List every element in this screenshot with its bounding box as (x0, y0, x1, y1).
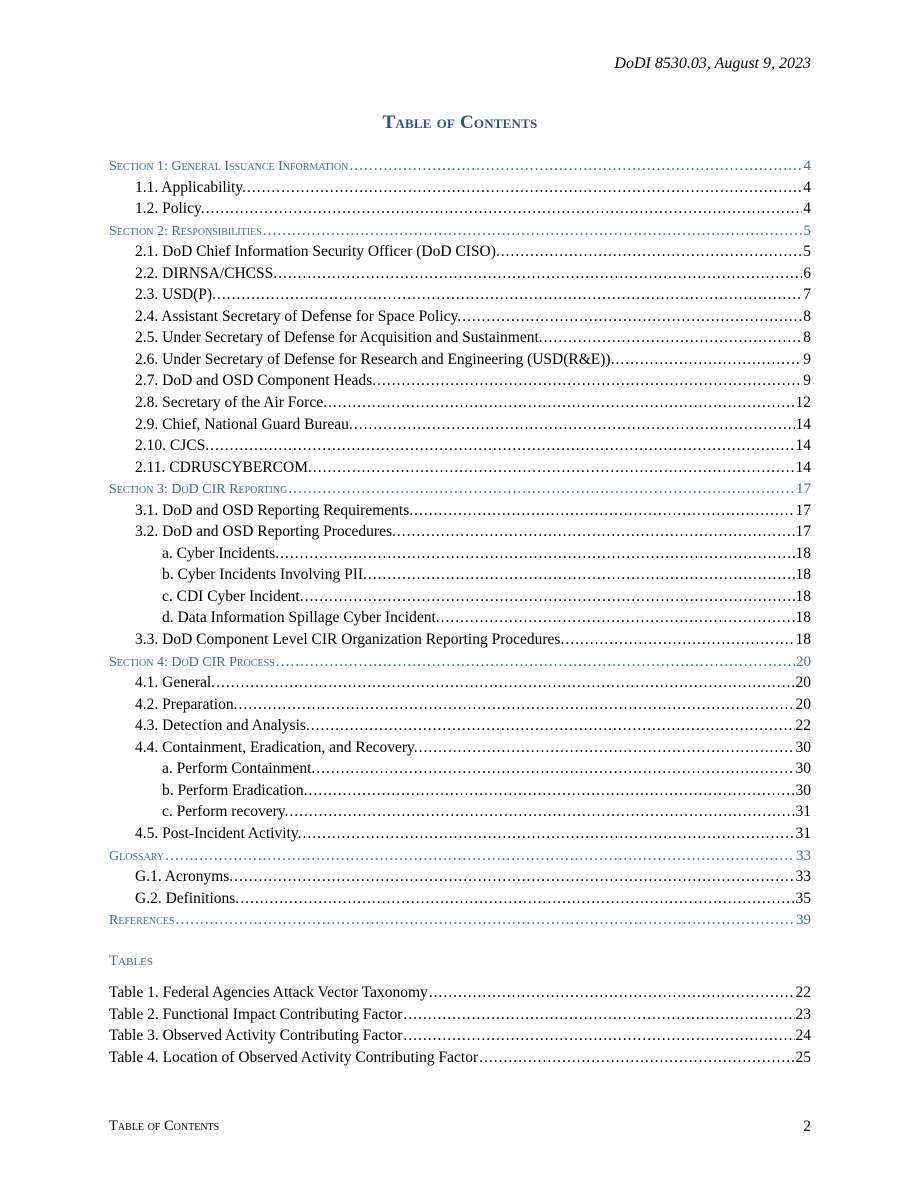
dot-leader (397, 521, 795, 543)
dot-leader (368, 564, 795, 586)
toc-subsection-link[interactable] (109, 370, 811, 392)
footer-section-label: Table of Contents (109, 1118, 220, 1134)
footer-page-number: 2 (803, 1118, 811, 1135)
toc-subsection-link[interactable] (109, 500, 811, 522)
toc-entry-page: 8 (803, 307, 811, 325)
toc-item-link[interactable] (109, 586, 811, 608)
toc-entry-label: 2.8. Secretary of the Air Force. (135, 394, 327, 412)
toc-entry-page: 6 (803, 264, 811, 282)
toc-entry-label: Table 4. Location of Observed Activity Contributing Factor (109, 1048, 479, 1066)
toc-table-link[interactable] (109, 1047, 811, 1069)
dot-leader (280, 543, 794, 565)
toc-entry-label: 4.2. Preparation. (135, 695, 238, 713)
toc-entry-page: 20 (796, 653, 811, 670)
toc-table-link[interactable] (109, 1025, 811, 1047)
toc-entry-page: 18 (795, 544, 811, 562)
toc-entry-label: Glossary (109, 848, 165, 864)
toc-entry-page: 7 (803, 286, 811, 304)
toc-entry-label: c. Perform recovery. (162, 803, 289, 821)
toc-entry-label: 2.9. Chief, National Guard Bureau. (135, 415, 353, 433)
toc-entry-label: 2.2. DIRNSA/CHCSS. (135, 264, 278, 282)
toc-entry-label: 1.2. Policy. (135, 200, 205, 218)
toc-section-link[interactable] (109, 845, 811, 867)
dot-leader (316, 758, 794, 780)
toc-entry-label: c. CDI Cyber Incident. (162, 587, 304, 605)
toc-entry-page: 9 (803, 372, 811, 390)
toc-entry-page: 17 (795, 501, 811, 519)
toc-entry-page: 8 (803, 329, 811, 347)
toc-entry-page: 30 (795, 738, 811, 756)
toc-entry-label: 1.1. Applicability. (135, 178, 246, 196)
toc-subsection-link[interactable] (109, 521, 811, 543)
toc-entry-page: 18 (795, 631, 811, 649)
toc-subsection-link[interactable] (109, 715, 811, 737)
toc-entry-page: 17 (796, 481, 811, 498)
toc-entry-page: 5 (803, 243, 811, 261)
dot-leader (441, 607, 795, 629)
toc-entry-label: a. Cyber Incidents. (162, 544, 280, 562)
toc-entry-label: 4.4. Containment, Eradication, and Recovery. (135, 738, 418, 756)
toc-subsection-link[interactable] (109, 263, 811, 285)
toc-entry-label: b. Cyber Incidents Involving PII. (162, 566, 367, 584)
toc-entry-label: 2.3. USD(P). (135, 286, 216, 304)
dot-leader (240, 888, 794, 910)
toc-entry-label: 2.11. CDRUSCYBERCOM. (135, 458, 312, 476)
dot-leader (165, 845, 795, 867)
list-of-tables (109, 982, 811, 1068)
dot-leader (419, 737, 795, 759)
toc-entry-label: 4.3. Detection and Analysis. (135, 717, 310, 735)
toc-entry-page: 18 (795, 566, 811, 584)
dot-leader (377, 370, 802, 392)
toc-entry-page: 31 (795, 803, 811, 821)
toc-entry-label: b. Perform Eradication. (162, 781, 308, 799)
toc-subsection-link[interactable] (109, 392, 811, 414)
toc-entry-label: Table 2. Functional Impact Contributing Factor (109, 1005, 403, 1023)
toc-entry-label: Section 3: DoD CIR Reporting (109, 482, 288, 498)
toc-entry-page: 4 (803, 200, 811, 218)
toc-subsection-link[interactable] (109, 241, 811, 263)
dot-leader (288, 478, 795, 500)
toc-entry-label: 2.1. DoD Chief Information Security Officer (DoD CISO). (135, 243, 500, 261)
toc-section-link[interactable] (109, 909, 811, 931)
dot-leader (278, 263, 802, 285)
toc-subsection-link[interactable] (109, 349, 811, 371)
toc-entry-label: 3.2. DoD and OSD Reporting Procedures. (135, 523, 396, 541)
dot-leader (313, 457, 795, 479)
toc-item-link[interactable] (109, 607, 811, 629)
toc-entry-page: 39 (796, 912, 811, 929)
toc-entry-label: d. Data Information Spillage Cyber Incident. (162, 609, 440, 627)
dot-leader (175, 909, 795, 931)
toc-entry-page: 18 (795, 609, 811, 627)
dot-leader (403, 1004, 794, 1026)
dot-leader (217, 284, 802, 306)
toc-entry-page: 25 (795, 1048, 811, 1066)
dot-leader (289, 801, 794, 823)
toc-table-link[interactable] (109, 1004, 811, 1026)
toc-subsection-link[interactable] (109, 327, 811, 349)
dot-leader (311, 715, 795, 737)
dot-leader (238, 694, 794, 716)
dot-leader (234, 866, 794, 888)
toc-subsection-link[interactable] (109, 306, 811, 328)
toc-entry-label: Section 2: Responsibilities (109, 223, 262, 239)
dot-leader (615, 349, 802, 371)
toc-entry-page: 23 (795, 1005, 811, 1023)
dot-leader (216, 672, 794, 694)
dot-leader (414, 500, 794, 522)
toc-subsection-link[interactable] (109, 177, 811, 199)
toc-subsection-link[interactable] (109, 629, 811, 651)
toc-table-link[interactable] (109, 982, 811, 1004)
dot-leader (501, 241, 803, 263)
dot-leader (276, 651, 795, 673)
toc-entry-label: 4.1. General. (135, 674, 216, 692)
dot-leader (263, 220, 803, 242)
toc-subsection-link[interactable] (109, 198, 811, 220)
toc-entry-label: 2.6. Under Secretary of Defense for Research and Engineering (USD(R&E)). (135, 350, 615, 368)
toc-entry-label: References (109, 913, 175, 929)
toc-entry-page: 5 (803, 222, 811, 239)
toc-entry-label: a. Perform Containment. (162, 760, 316, 778)
dot-leader (403, 1025, 794, 1047)
toc-section-link[interactable] (109, 478, 811, 500)
dot-leader (210, 435, 794, 457)
dot-leader (302, 823, 794, 845)
toc-entry-label: 3.3. DoD Component Level CIR Organization Reporting Procedures. (135, 631, 565, 649)
toc-entry-label: 2.4. Assistant Secretary of Defense for Space Policy. (135, 307, 462, 325)
toc-entry-label: Section 4: DoD CIR Process (109, 654, 275, 670)
dot-leader (247, 177, 802, 199)
toc-entry-page: 14 (795, 437, 811, 455)
toc-subsection-link[interactable] (109, 284, 811, 306)
document-header: DoDI 8530.03, August 9, 2023 (614, 55, 811, 72)
toc-entry-label: 2.7. DoD and OSD Component Heads. (135, 372, 377, 390)
toc-entry-page: 30 (795, 760, 811, 778)
dot-leader (429, 982, 795, 1004)
toc-title: Table of Contents (382, 112, 538, 133)
toc-entry-page: 4 (803, 178, 811, 196)
table-of-contents (109, 155, 811, 931)
toc-entry-page: 22 (795, 717, 811, 735)
toc-entry-page: 9 (803, 350, 811, 368)
toc-entry-page: 22 (795, 984, 811, 1001)
toc-subsection-link[interactable] (109, 694, 811, 716)
toc-entry-page: 12 (795, 394, 811, 412)
toc-subsection-link[interactable] (109, 737, 811, 759)
dot-leader (308, 780, 794, 802)
toc-subsection-link[interactable] (109, 414, 811, 436)
tables-heading[interactable]: Tables (109, 953, 153, 969)
toc-entry-label: Section 1: General Issuance Information (109, 159, 349, 174)
toc-entry-page: 4 (803, 158, 811, 174)
toc-section-link[interactable] (109, 651, 811, 673)
toc-entry-page: 33 (795, 868, 811, 886)
dot-leader (328, 392, 795, 414)
dot-leader (544, 327, 803, 349)
toc-entry-label: 2.5. Under Secretary of Defense for Acquisition and Sustainment. (135, 329, 543, 347)
toc-entry-label: Table 3. Observed Activity Contributing Factor (109, 1027, 403, 1045)
toc-subsection-link[interactable] (109, 435, 811, 457)
toc-entry-label: Table 1. Federal Agencies Attack Vector Taxonomy (109, 984, 428, 1001)
toc-subsection-link[interactable] (109, 823, 811, 845)
toc-entry-page: 20 (795, 695, 811, 713)
dot-leader (479, 1047, 794, 1069)
toc-entry-page: 31 (795, 824, 811, 842)
toc-entry-label: G.2. Definitions. (135, 889, 240, 907)
toc-entry-page: 33 (796, 847, 811, 864)
dot-leader (349, 155, 802, 177)
toc-entry-label: 4.5. Post-Incident Activity. (135, 824, 302, 842)
toc-entry-label: 3.1. DoD and OSD Reporting Requirements. (135, 501, 414, 519)
dot-leader (354, 414, 795, 436)
dot-leader (565, 629, 794, 651)
toc-entry-label: 2.10. CJCS. (135, 437, 210, 455)
toc-section-link[interactable] (109, 220, 811, 242)
toc-entry-page: 35 (795, 889, 811, 907)
toc-subsection-link[interactable] (109, 457, 811, 479)
toc-entry-label: G.1. Acronyms. (135, 868, 234, 886)
toc-section-link[interactable] (109, 155, 811, 177)
toc-entry-page: 18 (795, 587, 811, 605)
toc-entry-page: 20 (795, 674, 811, 692)
toc-subsection-link[interactable] (109, 888, 811, 910)
toc-entry-page: 24 (795, 1027, 811, 1045)
toc-entry-page: 14 (795, 458, 811, 476)
toc-entry-page: 17 (795, 523, 811, 541)
toc-entry-page: 14 (795, 415, 811, 433)
dot-leader (462, 306, 802, 328)
toc-item-link[interactable] (109, 564, 811, 586)
toc-item-link[interactable] (109, 801, 811, 823)
toc-subsection-link[interactable] (109, 672, 811, 694)
toc-subsection-link[interactable] (109, 866, 811, 888)
dot-leader (305, 586, 795, 608)
toc-item-link[interactable] (109, 543, 811, 565)
toc-item-link[interactable] (109, 758, 811, 780)
toc-item-link[interactable] (109, 780, 811, 802)
toc-entry-page: 30 (795, 781, 811, 799)
dot-leader (206, 198, 803, 220)
